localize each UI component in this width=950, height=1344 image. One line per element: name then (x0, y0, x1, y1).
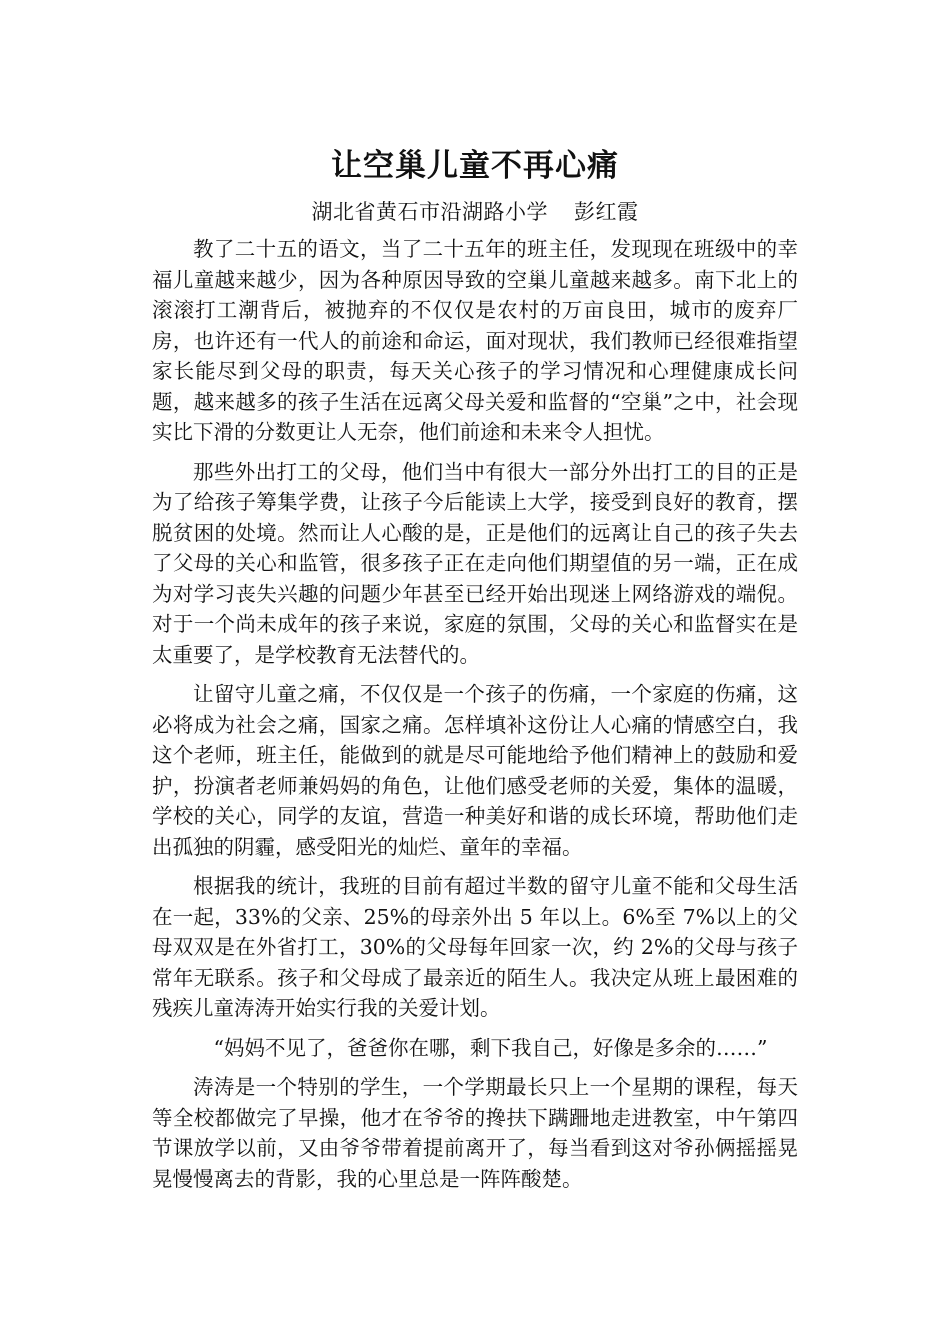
paragraph-3: 让留守儿童之痛，不仅仅是一个孩子的伤痛，一个家庭的伤痛，这必将成为社会之痛，国家之痛。怎样填补这份让人心痛的情感空白，我这个老师，班主任，能做到的就是尽可能地给予他们精神上的鼓励和爱护，扮演者老师兼妈妈的角色，让他们感受老师的关爱，集体的温暖，学校的关心，同学的友谊，营造一种美好和谐的成长环境，帮助他们走出孤独的阴霾，感受阳光的灿烂、童年的幸福。 (152, 682, 798, 859)
article-body (152, 234, 798, 1203)
byline-author: 彭红霞 (574, 200, 639, 224)
paragraph-2: 那些外出打工的父母，他们当中有很大一部分外出打工的目的正是为了给孩子筹集学费，让孩子今后能读上大学，接受到良好的教育，摆脱贫困的处境。然而让人心酸的是，正是他们的远离让自己的孩子失去了父母的关心和监管，很多孩子正在走向他们期望值的另一端，正在成为对学习丧失兴趣的问题少年甚至已经开始出现迷上网络游戏的端倪。对于一个尚未成年的孩子来说，家庭的氛围，父母的关心和监督实在是太重要了，是学校教育无法替代的。 (152, 459, 798, 667)
paragraph-1: 教了二十五的语文，当了二十五年的班主任，发现现在班级中的幸福儿童越来越少，因为各种原因导致的空巢儿童越来越多。南下北上的滚滚打工潮背后，被抛弃的不仅仅是农村的万亩良田，城市的废弃厂房，也许还有一代人的前途和命运，面对现状，我们教师已经很难指望家长能尽到父母的职责，每天关心孩子的学习情况和心理健康成长问题，越来越多的孩子生活在远离父母关爱和监督的“空巢”之中，社会现实比下滑的分数更让人无奈，他们前途和未来令人担忧。 (152, 237, 798, 444)
page-title: 让空巢儿童不再心痛 (331, 148, 619, 184)
quote-paragraph: “妈妈不见了，爸爸你在哪，剩下我自己，好像是多余的……” (213, 1035, 768, 1060)
byline-school: 湖北省黄石市沿湖路小学 (311, 200, 548, 224)
byline (0, 196, 950, 226)
paragraph-4: 根据我的统计，我班的目前有超过半数的留守儿童不能和父母生活在一起，33%的父亲、25%的母亲外出 5 年以上。6%至 7%以上的父母双双是在外省打工，30%的父母每年回家一次，约 2%的父母与孩子常年无联系。孩子和父母成了最亲近的陌生人。我决定从班上最困难的残疾儿童涛涛开始实行我的关爱计划。 (152, 874, 798, 1020)
paragraph-5: 涛涛是一个特别的学生，一个学期最长只上一个星期的课程，每天等全校都做完了早操，他才在爷爷的搀扶下蹒跚地走进教室，中午第四节课放学以前，又由爷爷带着提前离开了，每当看到这对爷孙俩摇摇晃晃慢慢离去的背影，我的心里总是一阵阵酸楚。 (152, 1075, 798, 1191)
